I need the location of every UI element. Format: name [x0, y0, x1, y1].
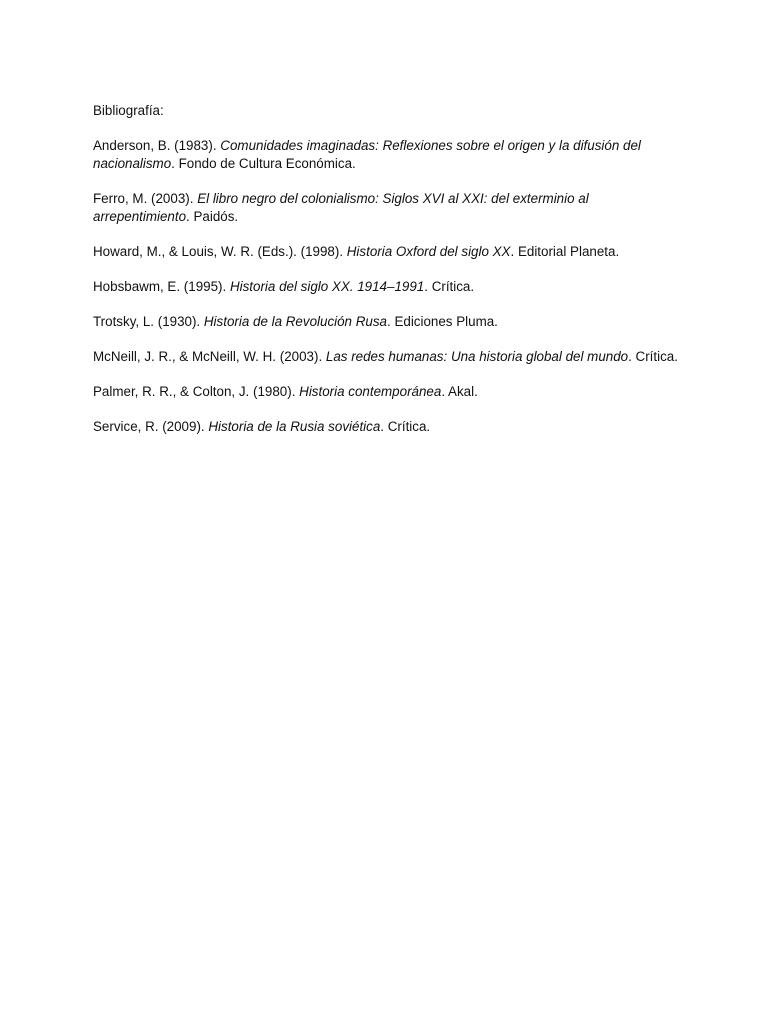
entry-title: Historia Oxford del siglo XX — [346, 244, 511, 259]
entry-title: Comunidades imaginadas: Reflexiones sobre el origen y la difusión del nacionalismo — [93, 138, 641, 171]
entry-title: Historia contemporánea — [299, 384, 442, 399]
entry-authors: Trotsky, L. (1930). — [93, 314, 204, 329]
entry-authors: Palmer, R. R., & Colton, J. (1980). — [93, 384, 300, 399]
entry-title: Historia de la Rusia soviética — [208, 419, 381, 434]
entry-publisher: . Paidós. — [186, 209, 239, 224]
entry-publisher: . Editorial Planeta. — [510, 244, 620, 259]
bibliography-entry — [93, 313, 683, 331]
entry-publisher: . Crítica. — [380, 419, 431, 434]
bibliography-entry — [93, 383, 683, 401]
entry-authors: Service, R. (2009). — [93, 419, 209, 434]
entry-authors: Howard, M., & Louis, W. R. (Eds.). (1998). — [93, 244, 347, 259]
entry-authors: McNeill, J. R., & McNeill, W. H. (2003). — [93, 349, 326, 364]
entry-title: Las redes humanas: Una historia global del mundo — [325, 349, 629, 364]
document-page — [93, 102, 683, 453]
entry-authors: Ferro, M. (2003). — [93, 191, 198, 206]
entry-publisher: . Crítica. — [424, 279, 475, 294]
entry-title: Historia del siglo XX. 1914–1991 — [229, 279, 425, 294]
entry-authors: Hobsbawm, E. (1995). — [93, 279, 230, 294]
bibliography-entry — [93, 278, 683, 296]
entry-title: Historia de la Revolución Rusa — [203, 314, 387, 329]
entry-title: El libro negro del colonialismo: Siglos XVI al XXI: del exterminio al arrepentimiento — [93, 191, 589, 224]
bibliography-entry — [93, 137, 683, 173]
bibliography-entry — [93, 190, 683, 226]
entry-publisher: . Crítica. — [628, 349, 678, 364]
entry-publisher: . Fondo de Cultura Económica. — [171, 156, 356, 171]
entry-publisher: . Ediciones Pluma. — [387, 314, 498, 329]
entry-authors: Anderson, B. (1983). — [93, 138, 221, 153]
bibliography-entry — [93, 243, 683, 261]
entry-publisher: . Akal. — [441, 384, 478, 399]
bibliography-heading: Bibliografía: — [93, 103, 164, 118]
bibliography-entry — [93, 418, 683, 436]
bibliography-entry — [93, 348, 683, 366]
